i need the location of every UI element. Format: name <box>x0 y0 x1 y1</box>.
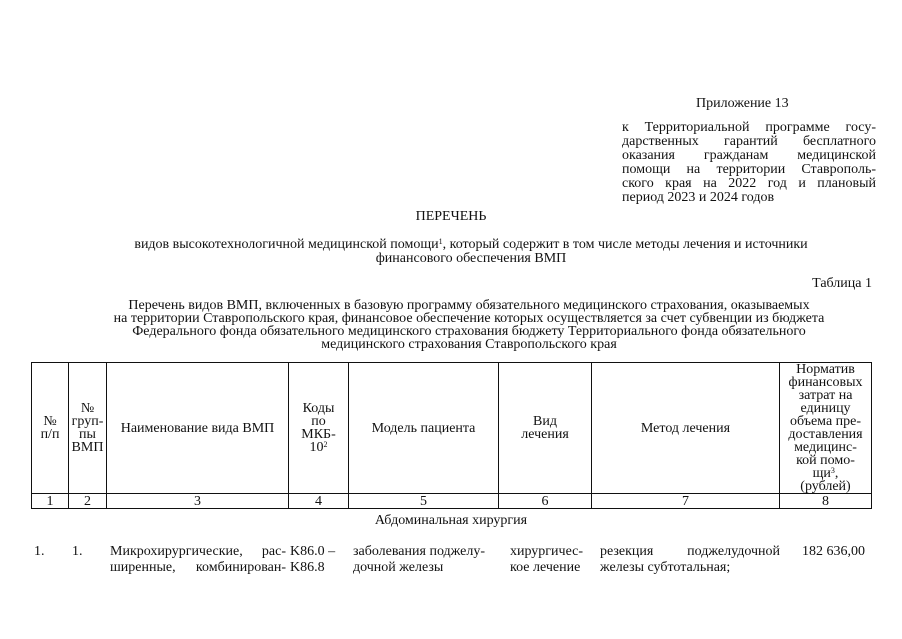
header-cell-codes: Коды по МКБ- $10^2$ <box>289 363 349 494</box>
header-cell-name: Наименование вида ВМП <box>107 363 289 494</box>
appendix-line: оказания гражданам медицинской <box>622 148 876 163</box>
table-number: Таблица 1 <box>812 276 872 291</box>
appendix-line: к Территориальной программе госу- <box>622 120 876 135</box>
appendix-line: период 2023 и 2024 годов <box>622 190 775 205</box>
header-row <box>32 363 872 494</box>
header-cell-model: Модель пациента <box>349 363 499 494</box>
row-model: заболевания поджелу- дочной железы <box>353 544 486 575</box>
caption-line: на территории Ставропольского края, финансовое обеспечение которых осуществляется за счет субвенции из бюджета <box>113 311 825 326</box>
footnote-mark: 1 <box>438 237 443 246</box>
row-codes: K86.0 – K86.8 <box>290 544 336 575</box>
header-cell-cost: Норматив финансовых затрат на единицу объема пре- доставления медицинс- кой помо- $щи^3$, (рублей) <box>780 363 872 494</box>
row-treatment: хирургичес- кое лечение <box>510 544 584 575</box>
caption-line: Федерального фонда обязательного медицинского страхования бюджету Территориального фонда обязательного <box>132 324 806 339</box>
row-cost: 182 636,00 <box>802 544 865 559</box>
caption-line: Перечень видов ВМП, включенных в базовую программу обязательного медицинского страхования, оказываемых <box>128 298 810 313</box>
column-number: 3 <box>107 494 289 509</box>
appendix-line: помощи на территории Ставрополь- <box>622 162 876 177</box>
appendix-line: ского края на 2022 год и плановый <box>622 176 876 191</box>
appendix-text <box>622 121 876 205</box>
column-number: 6 <box>499 494 592 509</box>
header-cell-number: № п/п <box>32 363 69 494</box>
row-method: резекция поджелудочной железы субтотальная; <box>600 544 780 575</box>
subtitle-line2: финансового обеспечения ВМП <box>375 251 567 266</box>
caption-line: медицинского страхования Ставропольского края <box>321 337 617 352</box>
header-cell-method: Метод лечения <box>592 363 780 494</box>
table-caption <box>36 299 902 351</box>
appendix-title: Приложение 13 <box>696 96 789 111</box>
header-cell-treatment: Вид лечения <box>499 363 592 494</box>
row-name: Микрохирургические, рас- ширенные, комбинирован- <box>110 544 286 575</box>
column-number: 2 <box>69 494 107 509</box>
row-number: 1. <box>34 544 45 559</box>
column-number: 5 <box>349 494 499 509</box>
column-number: 8 <box>780 494 872 509</box>
subtitle-part2: , который содержит в том числе методы лечения и источники <box>442 237 808 252</box>
row-group: 1. <box>72 544 83 559</box>
section-title: Абдоминальная хирургия <box>374 513 528 528</box>
column-number: 7 <box>592 494 780 509</box>
document-title: ПЕРЕЧЕНЬ <box>415 209 487 224</box>
column-number-row <box>32 494 872 509</box>
column-number: 4 <box>289 494 349 509</box>
subtitle-part1: видов высокотехнологичной медицинской помощи <box>134 237 439 252</box>
column-number: 1 <box>32 494 69 509</box>
appendix-line: дарственных гарантий бесплатного <box>622 134 876 149</box>
document-subtitle <box>40 238 902 266</box>
header-cell-group: № груп- пы ВМП <box>69 363 107 494</box>
vmp-table-header <box>31 362 872 509</box>
